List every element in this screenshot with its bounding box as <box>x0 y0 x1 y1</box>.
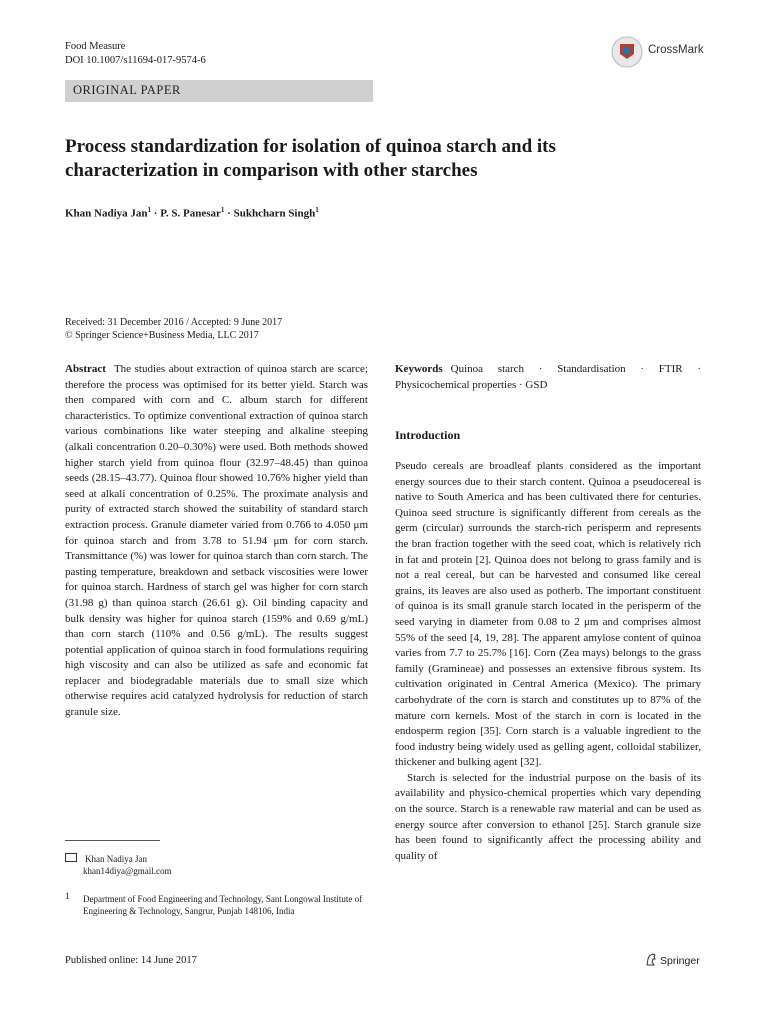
envelope-icon <box>65 853 77 862</box>
section-banner-label: ORIGINAL PAPER <box>73 83 181 97</box>
corresponding-name: Khan Nadiya Jan <box>85 854 147 864</box>
crossmark-label: CrossMark <box>648 44 704 56</box>
journal-doi[interactable]: DOI 10.1007/s11694-017-9574-6 <box>65 55 206 66</box>
author-affiliation-mark: 1 <box>315 206 319 214</box>
publisher-name: Springer <box>660 955 700 967</box>
journal-name: Food Measure <box>65 41 126 52</box>
crossmark-icon <box>610 35 644 69</box>
author-affiliation-mark: 1 <box>220 206 225 214</box>
publisher-logo <box>645 953 700 967</box>
keywords <box>395 362 701 393</box>
abstract-text: The studies about extraction of quinoa starch are scarce; therefore the process was optimised for its better yield. Starch was then compared with corn and C. album starch for different characteristics. To optimize conventional extraction of quinoa starch various combinations like water steeping and alkaline steeping (alkali concentration 0.20–0.30%) were used. Both methods showed higher starch yield from quinoa flour (32.97–48.45) than quinoa seeds (28.15–43.77). Quinoa flour showed 10.76% higher yield than seed at alkali concentration of 0.25%. The proximate analysis and purity of extracted starch showed the suitability of standard starch extraction process. Granule diameter varied from 0.766 to 4.050 μm for quinoa starch and from 3.78 to 51.94 μm for corn starch. Transmittance (%) was lower for quinoa starch than corn starch. The pasting temperature, breakdown and setback viscosities were lower for quinoa starch. Hardness of starch gel was higher for corn starch (31.98 g) than quinoa starch (26.61 g). Oil binding capacity and bulk density was higher for quinoa starch (159% and 0.69 g/mL) than corn starch (110% and 0.56 g/mL). The results suggest potential application of quinoa starch in food formulations requiring high viscosity and can also be utilized as safe and economic fat replacer and biodegradable materials due to small size which otherwise requires acid catalyzed hydrolysis for reduction of starch granule size. <box>65 363 368 719</box>
received-accepted: Received: 31 December 2016 / Accepted: 9 June 2017 <box>65 317 283 328</box>
crossmark-badge[interactable] <box>610 35 720 69</box>
paper-title: Process standardization for isolation of quinoa starch and its characterization in comparison with other starches <box>65 136 556 181</box>
intro-paragraph: Starch is selected for the industrial purpose on the basis of its availability and physico-chemical properties which vary depending on the source. Starch is a renewable raw material and can be used as energy source after conversion to ethanol [25]. Starch granule size has been found to significantly affect the processing ability and quality of <box>395 771 701 862</box>
affiliation-text: Department of Food Engineering and Technology, Sant Longowal Institute of Engineering & Technology, Sangrur, Punjab 148106, India <box>83 894 363 916</box>
intro-paragraph: Pseudo cereals are broadleaf plants considered as the important energy sources due to their starch content. Quinoa a pseudocereal is native to South America and has been cultivated there for centuries. Quinoa seed structure is significantly different from cereals as the germ (circular) surrounds the starch-rich perisperm and represents the bran fraction together with the seed coat, which is relatively rich in fat and protein [2]. Quinoa does not belong to grass family and is not a real cereal, but can be harvested and consumed like cereal grains, its leaves are also used as potherb. The important constituent of quinoa is its small granule starch located in the perisperm of the seed varying in diameter from 0.08 to 2 μm and comprises almost 55% of the seed [4, 19, 28]. The apparent amylose content of quinoa varies from 7.7 to 25.7% [16]. Corn (Zea mays) belongs to the grass family (Gramineae) and possesses an extensive fibrous system. Its cultivation originated in Central America (Mexico). The primary carbohydrate of the corn is starch and constitutes up to 87% of the mature corn kernels. Most of the starch in corn is located in the endosperm region [35]. Corn starch is a valuable ingredient to the food industry being widely used as gelling agent, colloidal stabilizer, thickener and bulking agent [32]. <box>395 460 701 769</box>
copyright: © Springer Science+Business Media, LLC 2017 <box>65 330 259 341</box>
keywords-label: Keywords <box>395 363 443 375</box>
introduction-body <box>395 459 701 864</box>
dates-block <box>65 316 282 342</box>
affiliation-mark: 1 <box>65 891 70 901</box>
section-banner <box>65 80 373 102</box>
section-heading-introduction: Introduction <box>395 428 461 442</box>
footnote-divider <box>65 840 160 841</box>
author-separator: · <box>151 207 161 220</box>
corresponding-author <box>65 853 147 865</box>
springer-horse-icon <box>645 953 657 966</box>
published-date: Published online: 14 June 2017 <box>65 955 197 966</box>
author-name[interactable]: Sukhcharn Singh <box>233 207 316 220</box>
author-list <box>65 206 319 220</box>
keywords-text: Quinoa starch · Standardisation · FTIR · Physicochemical properties · GSD <box>395 363 701 391</box>
abstract-label: Abstract <box>65 363 106 375</box>
author-affiliation-mark: 1 <box>147 206 152 214</box>
corresponding-email[interactable]: khan14diya@gmail.com <box>83 866 172 876</box>
author-separator: · <box>224 207 234 220</box>
abstract <box>65 362 368 721</box>
author-name[interactable]: P. S. Panesar <box>160 207 221 220</box>
journal-header <box>65 40 206 68</box>
author-name[interactable]: Khan Nadiya Jan <box>65 207 148 220</box>
